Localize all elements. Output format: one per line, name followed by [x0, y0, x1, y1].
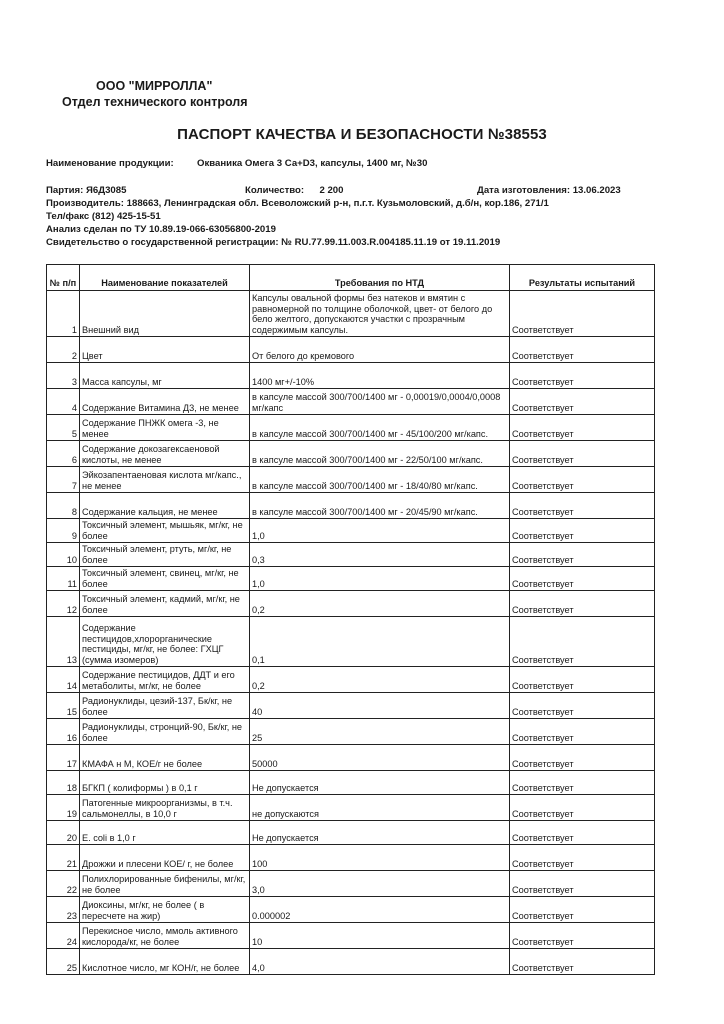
cell-res: Соответствует	[510, 949, 655, 975]
cell-num: 24	[47, 923, 80, 949]
producer-line	[46, 198, 549, 209]
cell-num: 8	[47, 493, 80, 519]
cell-req: От белого до кремового	[250, 337, 510, 363]
department-name: Отдел технического контроля	[62, 95, 248, 109]
cell-name: Содержание пестицидов, ДДТ и его метаболиты, мг/кг, не более	[80, 667, 250, 693]
analysis-line: Анализ сделан по ТУ 10.89.19-066-63056800-2019	[46, 224, 276, 235]
table-row	[47, 337, 655, 363]
cell-req: Капсулы овальной формы без натеков и вмятин с равномерной по толщине оболочкой, цвет- от белого до бело желтого, допускаются участки с прозрачным содержимым капсулы.	[250, 291, 510, 337]
header-name: Наименование показателей	[80, 265, 250, 291]
quantity-value: 2 200	[319, 185, 344, 196]
table-header-row	[47, 265, 655, 291]
cell-req: 3,0	[250, 871, 510, 897]
cell-num: 10	[47, 543, 80, 567]
cell-name: Патогенные микроорганизмы, в т.ч. сальмонеллы, в 10,0 г	[80, 795, 250, 821]
cell-res: Соответствует	[510, 337, 655, 363]
cell-req: в капсуле массой 300/700/1400 мг - 22/50/100 мг/капс.	[250, 441, 510, 467]
table-row	[47, 441, 655, 467]
cell-res: Соответствует	[510, 591, 655, 617]
table-row	[47, 415, 655, 441]
table-row	[47, 845, 655, 871]
cell-num: 16	[47, 719, 80, 745]
cell-name: Содержание кальция, не менее	[80, 493, 250, 519]
cell-num: 1	[47, 291, 80, 337]
cell-res: Соответствует	[510, 719, 655, 745]
table-row	[47, 949, 655, 975]
cell-num: 4	[47, 389, 80, 415]
cell-req: 100	[250, 845, 510, 871]
cell-req: 10	[250, 923, 510, 949]
table-row	[47, 745, 655, 771]
results-table	[46, 264, 655, 975]
cell-name: Масса капсулы, мг	[80, 363, 250, 389]
cell-num: 25	[47, 949, 80, 975]
cell-req: Не допускается	[250, 821, 510, 845]
cell-name: Радионуклиды, стронций-90, Бк/кг, не более	[80, 719, 250, 745]
quantity-label: Количество:	[245, 185, 305, 196]
certificate-line: Свидетельство о государственной регистрации: № RU.77.99.11.003.R.004185.11.19 от 19.11.2019	[46, 237, 501, 248]
product-label: Наименование продукции:	[46, 158, 174, 169]
cell-num: 14	[47, 667, 80, 693]
cell-res: Соответствует	[510, 543, 655, 567]
table-row	[47, 821, 655, 845]
cell-req: в капсуле массой 300/700/1400 мг - 45/100/200 мг/капс.	[250, 415, 510, 441]
table-row	[47, 667, 655, 693]
table-row	[47, 567, 655, 591]
cell-num: 2	[47, 337, 80, 363]
cell-num: 12	[47, 591, 80, 617]
cell-req: Не допускается	[250, 771, 510, 795]
cell-res: Соответствует	[510, 363, 655, 389]
cell-name: Токсичный элемент, ртуть, мг/кг, не более	[80, 543, 250, 567]
batch-value: Я6Д3085	[86, 185, 127, 196]
table-row	[47, 897, 655, 923]
product-value: Окваника Омега 3 Са+D3, капсулы, 1400 мг, №30	[197, 158, 428, 169]
quantity-line	[245, 185, 343, 196]
cell-req: 1,0	[250, 519, 510, 543]
batch-label: Партия:	[46, 185, 84, 196]
table-row	[47, 617, 655, 667]
phone-line: Тел/факс (812) 425-15-51	[46, 211, 161, 222]
cell-req: 25	[250, 719, 510, 745]
cell-name: Внешний вид	[80, 291, 250, 337]
table-row	[47, 519, 655, 543]
company-block	[62, 78, 248, 110]
cell-req: не допускаются	[250, 795, 510, 821]
cell-name: Содержание докозагексаеновой кислоты, не менее	[80, 441, 250, 467]
cell-res: Соответствует	[510, 519, 655, 543]
header-num: № п/п	[47, 265, 80, 291]
cell-name: Диоксины, мг/кг, не более ( в пересчете на жир)	[80, 897, 250, 923]
company-name: ООО "МИРРОЛЛА"	[96, 79, 213, 93]
cell-name: Содержание пестицидов,хлорорганические пестициды, мг/кг, не более: ГХЦГ (сумма изомеров)	[80, 617, 250, 667]
cell-name: Токсичный элемент, свинец, мг/кг, не более	[80, 567, 250, 591]
cell-num: 18	[47, 771, 80, 795]
document-title: ПАСПОРТ КАЧЕСТВА И БЕЗОПАСНОСТИ №38553	[177, 126, 547, 143]
cell-res: Соответствует	[510, 493, 655, 519]
cell-num: 20	[47, 821, 80, 845]
cell-req: 50000	[250, 745, 510, 771]
cell-name: Содержание Витамина Д3, не менее	[80, 389, 250, 415]
cell-num: 22	[47, 871, 80, 897]
table-row	[47, 363, 655, 389]
table-row	[47, 719, 655, 745]
cell-req: 0,1	[250, 617, 510, 667]
table-row	[47, 493, 655, 519]
table-row	[47, 871, 655, 897]
header-results: Результаты испытаний	[510, 265, 655, 291]
mfg-date-line	[477, 185, 621, 196]
cell-name: Цвет	[80, 337, 250, 363]
header-requirements: Требования по НТД	[250, 265, 510, 291]
cell-num: 19	[47, 795, 80, 821]
cell-name: БГКП ( колиформы ) в 0,1 г	[80, 771, 250, 795]
cell-req: 40	[250, 693, 510, 719]
cell-res: Соответствует	[510, 897, 655, 923]
cell-res: Соответствует	[510, 795, 655, 821]
cell-num: 6	[47, 441, 80, 467]
cell-num: 11	[47, 567, 80, 591]
cell-num: 13	[47, 617, 80, 667]
cell-num: 15	[47, 693, 80, 719]
cell-res: Соответствует	[510, 693, 655, 719]
cell-req: 1,0	[250, 567, 510, 591]
cell-res: Соответствует	[510, 291, 655, 337]
cell-num: 21	[47, 845, 80, 871]
cell-req: 0,3	[250, 543, 510, 567]
cell-req: в капсуле массой 300/700/1400 мг - 0,00019/0,0004/0,0008 мг/капс	[250, 389, 510, 415]
cell-res: Соответствует	[510, 389, 655, 415]
table-row	[47, 795, 655, 821]
cell-name: Перекисное число, ммоль активного кислорода/кг, не более	[80, 923, 250, 949]
table-row	[47, 693, 655, 719]
cell-res: Соответствует	[510, 923, 655, 949]
table-row	[47, 291, 655, 337]
table-row	[47, 591, 655, 617]
cell-name: Содержание ПНЖК омега -3, не менее	[80, 415, 250, 441]
product-line	[46, 158, 427, 169]
cell-name: Полихлорированные бифенилы, мг/кг, не более	[80, 871, 250, 897]
cell-req: 0.000002	[250, 897, 510, 923]
table-row	[47, 467, 655, 493]
producer-label: Производитель:	[46, 198, 124, 209]
cell-num: 7	[47, 467, 80, 493]
cell-res: Соответствует	[510, 567, 655, 591]
cell-res: Соответствует	[510, 771, 655, 795]
cell-req: 4,0	[250, 949, 510, 975]
cell-res: Соответствует	[510, 467, 655, 493]
cell-name: Дрожжи и плесени КОЕ/ г, не более	[80, 845, 250, 871]
table-row	[47, 771, 655, 795]
cell-req: в капсуле массой 300/700/1400 мг - 18/40/80 мг/капс.	[250, 467, 510, 493]
cell-name: Токсичный элемент, мышьяк, мг/кг, не более	[80, 519, 250, 543]
batch-line	[46, 185, 126, 196]
cell-num: 5	[47, 415, 80, 441]
cell-num: 3	[47, 363, 80, 389]
cell-res: Соответствует	[510, 441, 655, 467]
cell-name: Эйкозапентаеновая кислота мг/капс., не менее	[80, 467, 250, 493]
table-row	[47, 923, 655, 949]
cell-res: Соответствует	[510, 415, 655, 441]
cell-num: 9	[47, 519, 80, 543]
producer-value: 188663, Ленинградская обл. Всеволожский р-н, п.г.т. Кузьмоловский, д.б/н, кор.186, 271/1	[126, 198, 549, 209]
table-row	[47, 389, 655, 415]
cell-res: Соответствует	[510, 745, 655, 771]
cell-res: Соответствует	[510, 845, 655, 871]
cell-req: 0,2	[250, 667, 510, 693]
cell-res: Соответствует	[510, 871, 655, 897]
cell-req: 1400 мг+/-10%	[250, 363, 510, 389]
cell-name: Токсичный элемент, кадмий, мг/кг, не более	[80, 591, 250, 617]
cell-num: 23	[47, 897, 80, 923]
cell-name: E. coli в 1,0 г	[80, 821, 250, 845]
results-body	[47, 291, 655, 975]
mfg-date-value: 13.06.2023	[572, 185, 621, 196]
cell-name: КМАФА н М, КОЕ/г не более	[80, 745, 250, 771]
mfg-date-label: Дата изготовления:	[477, 185, 571, 196]
table-row	[47, 543, 655, 567]
cell-name: Кислотное число, мг КОН/г, не более	[80, 949, 250, 975]
cell-res: Соответствует	[510, 617, 655, 667]
cell-req: 0,2	[250, 591, 510, 617]
cell-name: Радионуклиды, цезий-137, Бк/кг, не более	[80, 693, 250, 719]
cell-res: Соответствует	[510, 667, 655, 693]
cell-req: в капсуле массой 300/700/1400 мг - 20/45/90 мг/капс.	[250, 493, 510, 519]
cell-num: 17	[47, 745, 80, 771]
cell-res: Соответствует	[510, 821, 655, 845]
